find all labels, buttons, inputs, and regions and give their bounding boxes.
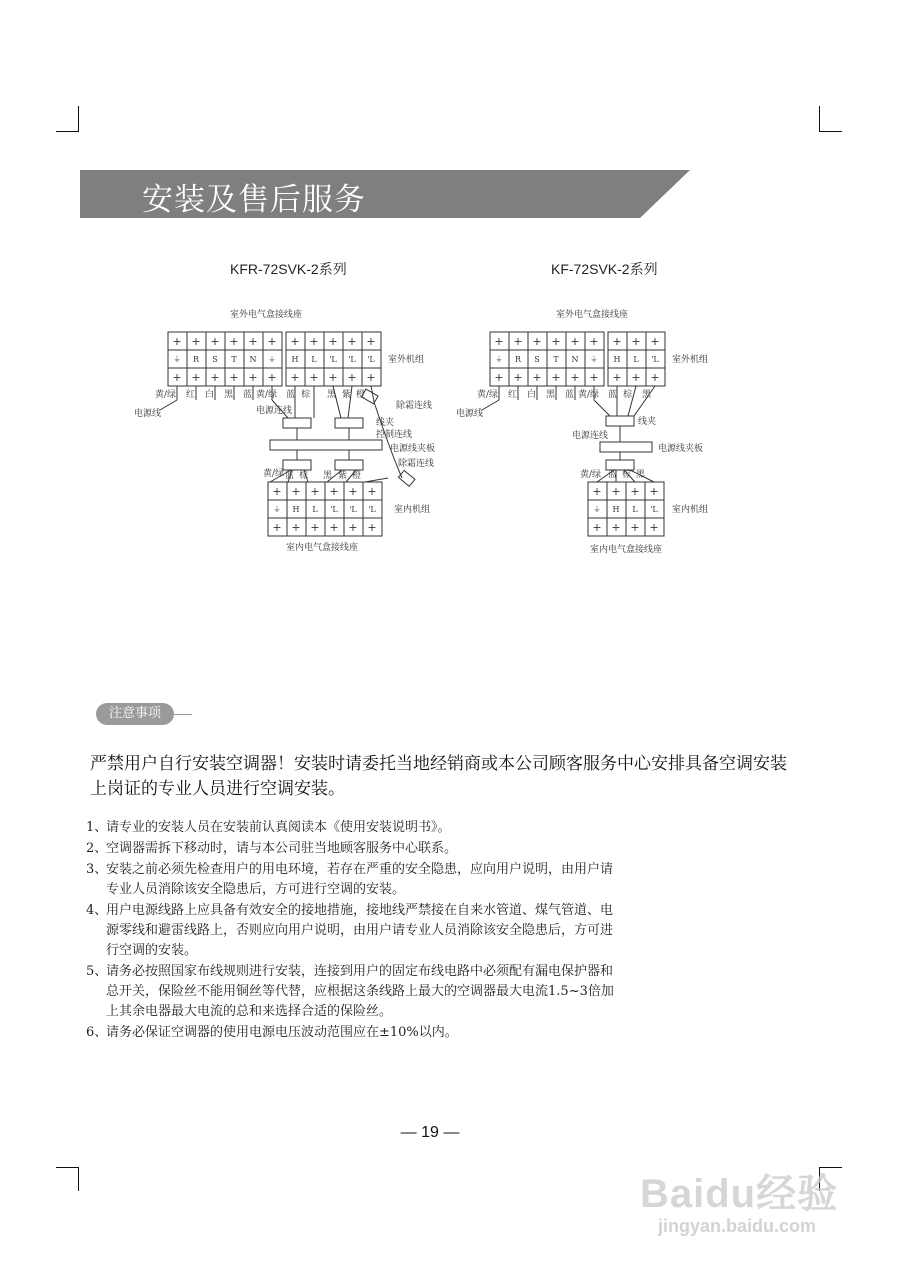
wire-color: 蓝: [285, 471, 295, 481]
wire-color: 黑: [327, 390, 337, 400]
wire-color: 黑: [642, 390, 652, 400]
rule-line: 行空调的安装。: [106, 943, 198, 958]
svg-text:+: +: [347, 335, 357, 348]
rule-number: 2、: [86, 841, 108, 856]
svg-text:+: +: [172, 371, 182, 384]
rule-number: 6、: [86, 1025, 108, 1040]
wire-color: 棕: [623, 390, 633, 400]
svg-text:+: +: [650, 371, 660, 384]
rule-line: 安装之前必须先检查用户的用电环境，若存在严重的安全隐患，应向用户说明，由用户请: [106, 862, 614, 877]
svg-text:+: +: [328, 371, 338, 384]
terminal-label: 'L: [368, 505, 376, 514]
terminal-label: 'L: [367, 355, 375, 364]
rule-line: 专业人员消除该安全隐患后，方可进行空调的安装。: [106, 882, 406, 897]
wiring-diagram-left: [120, 300, 460, 560]
svg-text:+: +: [366, 335, 376, 348]
wire-color: 黄/绿: [580, 470, 602, 480]
svg-text:+: +: [592, 485, 602, 498]
svg-text:+: +: [532, 335, 542, 348]
terminal-label: L: [312, 505, 318, 514]
terminal-label: R: [192, 355, 200, 364]
svg-text:+: +: [309, 371, 319, 384]
terminal-label: T: [231, 355, 237, 364]
watermark-url: jingyan.baidu.com: [658, 1216, 817, 1236]
terminal-label: T: [553, 355, 559, 364]
notice-divider: [174, 714, 192, 715]
rule-line: 请务必保证空调器的使用电源电压波动范围应在±10%以内。: [106, 1025, 458, 1040]
crop-mark-bl-h: [56, 1167, 79, 1168]
svg-text:+: +: [570, 335, 580, 348]
rule-line: 空调器需拆下移动时，请与本公司驻当地顾客服务中心联系。: [106, 841, 458, 856]
clamp-board-label: 电源线夹板: [390, 444, 436, 454]
svg-text:+: +: [191, 335, 201, 348]
terminal-label: L: [633, 355, 639, 364]
terminal-label: 'L: [349, 505, 357, 514]
clamp-board-label: 电源线夹板: [658, 444, 704, 454]
rule-line: 上其余电器最大电流的总和来选择合适的保险丝。: [106, 1004, 393, 1019]
svg-text:+: +: [589, 371, 599, 384]
terminal-label: H: [612, 505, 620, 514]
power-line-label: 电源线: [134, 409, 162, 419]
indoor-box-label: 室内电气盒接线座: [286, 543, 359, 553]
svg-text:+: +: [589, 335, 599, 348]
svg-text:+: +: [229, 371, 239, 384]
control-line-label: 控制连线: [376, 430, 413, 440]
svg-text:+: +: [310, 485, 320, 498]
wire-color: 黑: [323, 471, 333, 481]
watermark: [640, 1140, 870, 1250]
rule-line: 总开关，保险丝不能用铜丝等代替，应根据这条线路上最大的空调器最大电流1.5~3倍加: [106, 984, 614, 999]
svg-text:+: +: [267, 335, 277, 348]
svg-text:+: +: [611, 521, 621, 534]
wire-color: 橙: [356, 390, 366, 400]
warning-text: 严禁用户自行安装空调器！安装时请委托当地经销商或本公司顾客服务中心安排具备空调安装上岗证的专业人员进行空调安装。: [90, 754, 787, 799]
wire-color: 蓝: [243, 390, 253, 400]
svg-text:+: +: [272, 485, 282, 498]
rule-line: 请务必按照国家布线规则进行安装，连接到用户的固定布线电路中必须配有漏电保护器和: [106, 964, 614, 979]
page-number: — 19 —: [400, 1124, 460, 1141]
terminal-label: ⏚: [590, 355, 598, 364]
rule-item: [86, 1023, 726, 1043]
svg-text:+: +: [290, 371, 300, 384]
watermark-brand: Baidu经验: [640, 1172, 839, 1216]
wire-color: 蓝: [286, 390, 296, 400]
svg-text:+: +: [494, 371, 504, 384]
terminal-label: ⏚: [495, 355, 503, 364]
indoor-unit-label: 室内机组: [672, 505, 709, 515]
svg-text:+: +: [329, 485, 339, 498]
svg-text:+: +: [310, 521, 320, 534]
terminal-label: N: [249, 355, 257, 364]
wire-color: 蓝: [565, 390, 575, 400]
svg-text:+: +: [592, 521, 602, 534]
wire-color: 蓝: [608, 470, 618, 480]
installation-rules: [86, 818, 726, 1044]
svg-text:+: +: [248, 371, 258, 384]
wire-color: 白: [205, 390, 215, 400]
svg-text:+: +: [172, 335, 182, 348]
wire-color: 黄/绿: [263, 469, 285, 479]
defrost-line-label: 除霜连线: [396, 401, 433, 411]
wire-color: 黄/绿: [578, 390, 600, 400]
terminal-label: S: [212, 355, 218, 364]
svg-text:+: +: [551, 335, 561, 348]
svg-text:+: +: [291, 485, 301, 498]
rule-item: [86, 901, 726, 961]
notice-label: 注意事项: [96, 703, 174, 725]
wire-color: 紫: [338, 471, 348, 481]
rule-line: 源零线和避雷线路上，否则应向用户说明，由用户请专业人员消除该安全隐患后，方可进: [106, 923, 614, 938]
terminal-label: 'L: [330, 505, 338, 514]
crop-mark-tl-v: [78, 106, 79, 132]
terminal-label: ⏚: [593, 505, 601, 514]
svg-text:+: +: [329, 521, 339, 534]
svg-text:+: +: [229, 335, 239, 348]
svg-text:+: +: [367, 521, 377, 534]
svg-text:+: +: [267, 371, 277, 384]
wire-color: 红: [508, 390, 518, 400]
svg-text:+: +: [513, 371, 523, 384]
terminal-label: L: [632, 505, 638, 514]
rule-line: 请专业的安装人员在安装前认真阅读本《使用安装说明书》。: [106, 820, 451, 835]
svg-text:+: +: [612, 335, 622, 348]
svg-text:+: +: [494, 335, 504, 348]
terminal-label: H: [291, 355, 299, 364]
clamp-label: 线夹: [376, 418, 395, 428]
diagram-title-left: KFR-72SVK-2系列: [230, 261, 347, 277]
wire-color: 棕: [301, 390, 311, 400]
rule-number: 1、: [86, 820, 108, 835]
svg-text:+: +: [532, 371, 542, 384]
svg-text:+: +: [570, 371, 580, 384]
clamp-label: 线夹: [638, 417, 657, 427]
svg-text:+: +: [210, 335, 220, 348]
wire-color: 黑: [224, 390, 234, 400]
wiring-diagram-right: [450, 300, 740, 565]
wire-color: 黑: [546, 390, 556, 400]
crop-mark-tr-v: [819, 106, 820, 132]
svg-text:+: +: [630, 521, 640, 534]
outdoor-box-label: 室外电气盒接线座: [556, 310, 629, 320]
svg-text:+: +: [348, 485, 358, 498]
wire-color: 红: [186, 390, 196, 400]
terminal-label: 'L: [348, 355, 356, 364]
terminal-label: H: [292, 505, 300, 514]
rule-number: 4、: [86, 903, 108, 918]
svg-text:+: +: [367, 485, 377, 498]
title-banner: [80, 170, 690, 218]
terminal-label: ⏚: [173, 355, 181, 364]
terminal-label: N: [571, 355, 579, 364]
svg-text:+: +: [631, 371, 641, 384]
svg-text:+: +: [649, 521, 659, 534]
wire-color: 紫: [342, 390, 352, 400]
rule-number: 5、: [86, 964, 108, 979]
crop-mark-tl-h: [56, 131, 79, 132]
svg-text:+: +: [348, 521, 358, 534]
terminal-label: S: [534, 355, 540, 364]
rule-item: [86, 818, 726, 838]
wire-color: 黑: [636, 470, 646, 480]
svg-text:+: +: [309, 335, 319, 348]
outdoor-unit-label: 室外机组: [388, 355, 425, 365]
terminal-label: ⏚: [273, 505, 281, 514]
page-title: 安装及售后服务: [142, 182, 366, 218]
svg-text:+: +: [612, 371, 622, 384]
rule-item: [86, 962, 726, 1022]
terminal-label: 'L: [650, 505, 658, 514]
svg-text:+: +: [630, 485, 640, 498]
svg-text:+: +: [631, 335, 641, 348]
crop-mark-bl-v: [78, 1167, 79, 1191]
wire-color: 白: [527, 390, 537, 400]
crop-mark-tr-h: [819, 131, 842, 132]
svg-text:+: +: [347, 371, 357, 384]
svg-text:+: +: [291, 521, 301, 534]
terminal-label: 'L: [329, 355, 337, 364]
wire-color: 黄/绿: [155, 390, 177, 400]
svg-text:+: +: [650, 335, 660, 348]
wire-color: 黄/绿: [477, 390, 499, 400]
terminal-label: H: [613, 355, 621, 364]
connection-line-label: 电源连线: [256, 406, 293, 416]
svg-text:+: +: [210, 371, 220, 384]
defrost-line-label-2: 除霜连线: [398, 459, 435, 469]
svg-text:+: +: [513, 335, 523, 348]
wire-color: 黄/绿: [256, 390, 278, 400]
rule-line: 用户电源线路上应具备有效安全的接地措施，接地线严禁接在自来水管道、煤气管道、电: [106, 903, 614, 918]
rule-number: 3、: [86, 862, 108, 877]
svg-text:+: +: [191, 371, 201, 384]
rule-item: [86, 860, 726, 900]
rule-item: [86, 839, 726, 859]
svg-text:+: +: [248, 335, 258, 348]
diagram-title-right: KF-72SVK-2系列: [551, 261, 658, 277]
wire-color: 蓝: [608, 390, 618, 400]
wire-color: 橙: [352, 471, 362, 481]
svg-text:+: +: [611, 485, 621, 498]
terminal-label: 'L: [651, 355, 659, 364]
wire-color: 棕: [622, 470, 632, 480]
indoor-box-label: 室内电气盒接线座: [590, 545, 663, 555]
power-line-label: 电源线: [456, 409, 484, 419]
terminal-label: ⏚: [268, 355, 276, 364]
wire-color: 棕: [299, 471, 309, 481]
svg-text:+: +: [328, 335, 338, 348]
svg-text:+: +: [290, 335, 300, 348]
svg-text:+: +: [649, 485, 659, 498]
connection-line-label: 电源连线: [572, 431, 609, 441]
indoor-unit-label: 室内机组: [394, 505, 431, 515]
outdoor-unit-label: 室外机组: [672, 355, 709, 365]
outdoor-box-label: 室外电气盒接线座: [230, 310, 303, 320]
terminal-label: R: [514, 355, 522, 364]
terminal-label: L: [311, 355, 317, 364]
svg-text:+: +: [551, 371, 561, 384]
svg-text:+: +: [366, 371, 376, 384]
svg-text:+: +: [272, 521, 282, 534]
